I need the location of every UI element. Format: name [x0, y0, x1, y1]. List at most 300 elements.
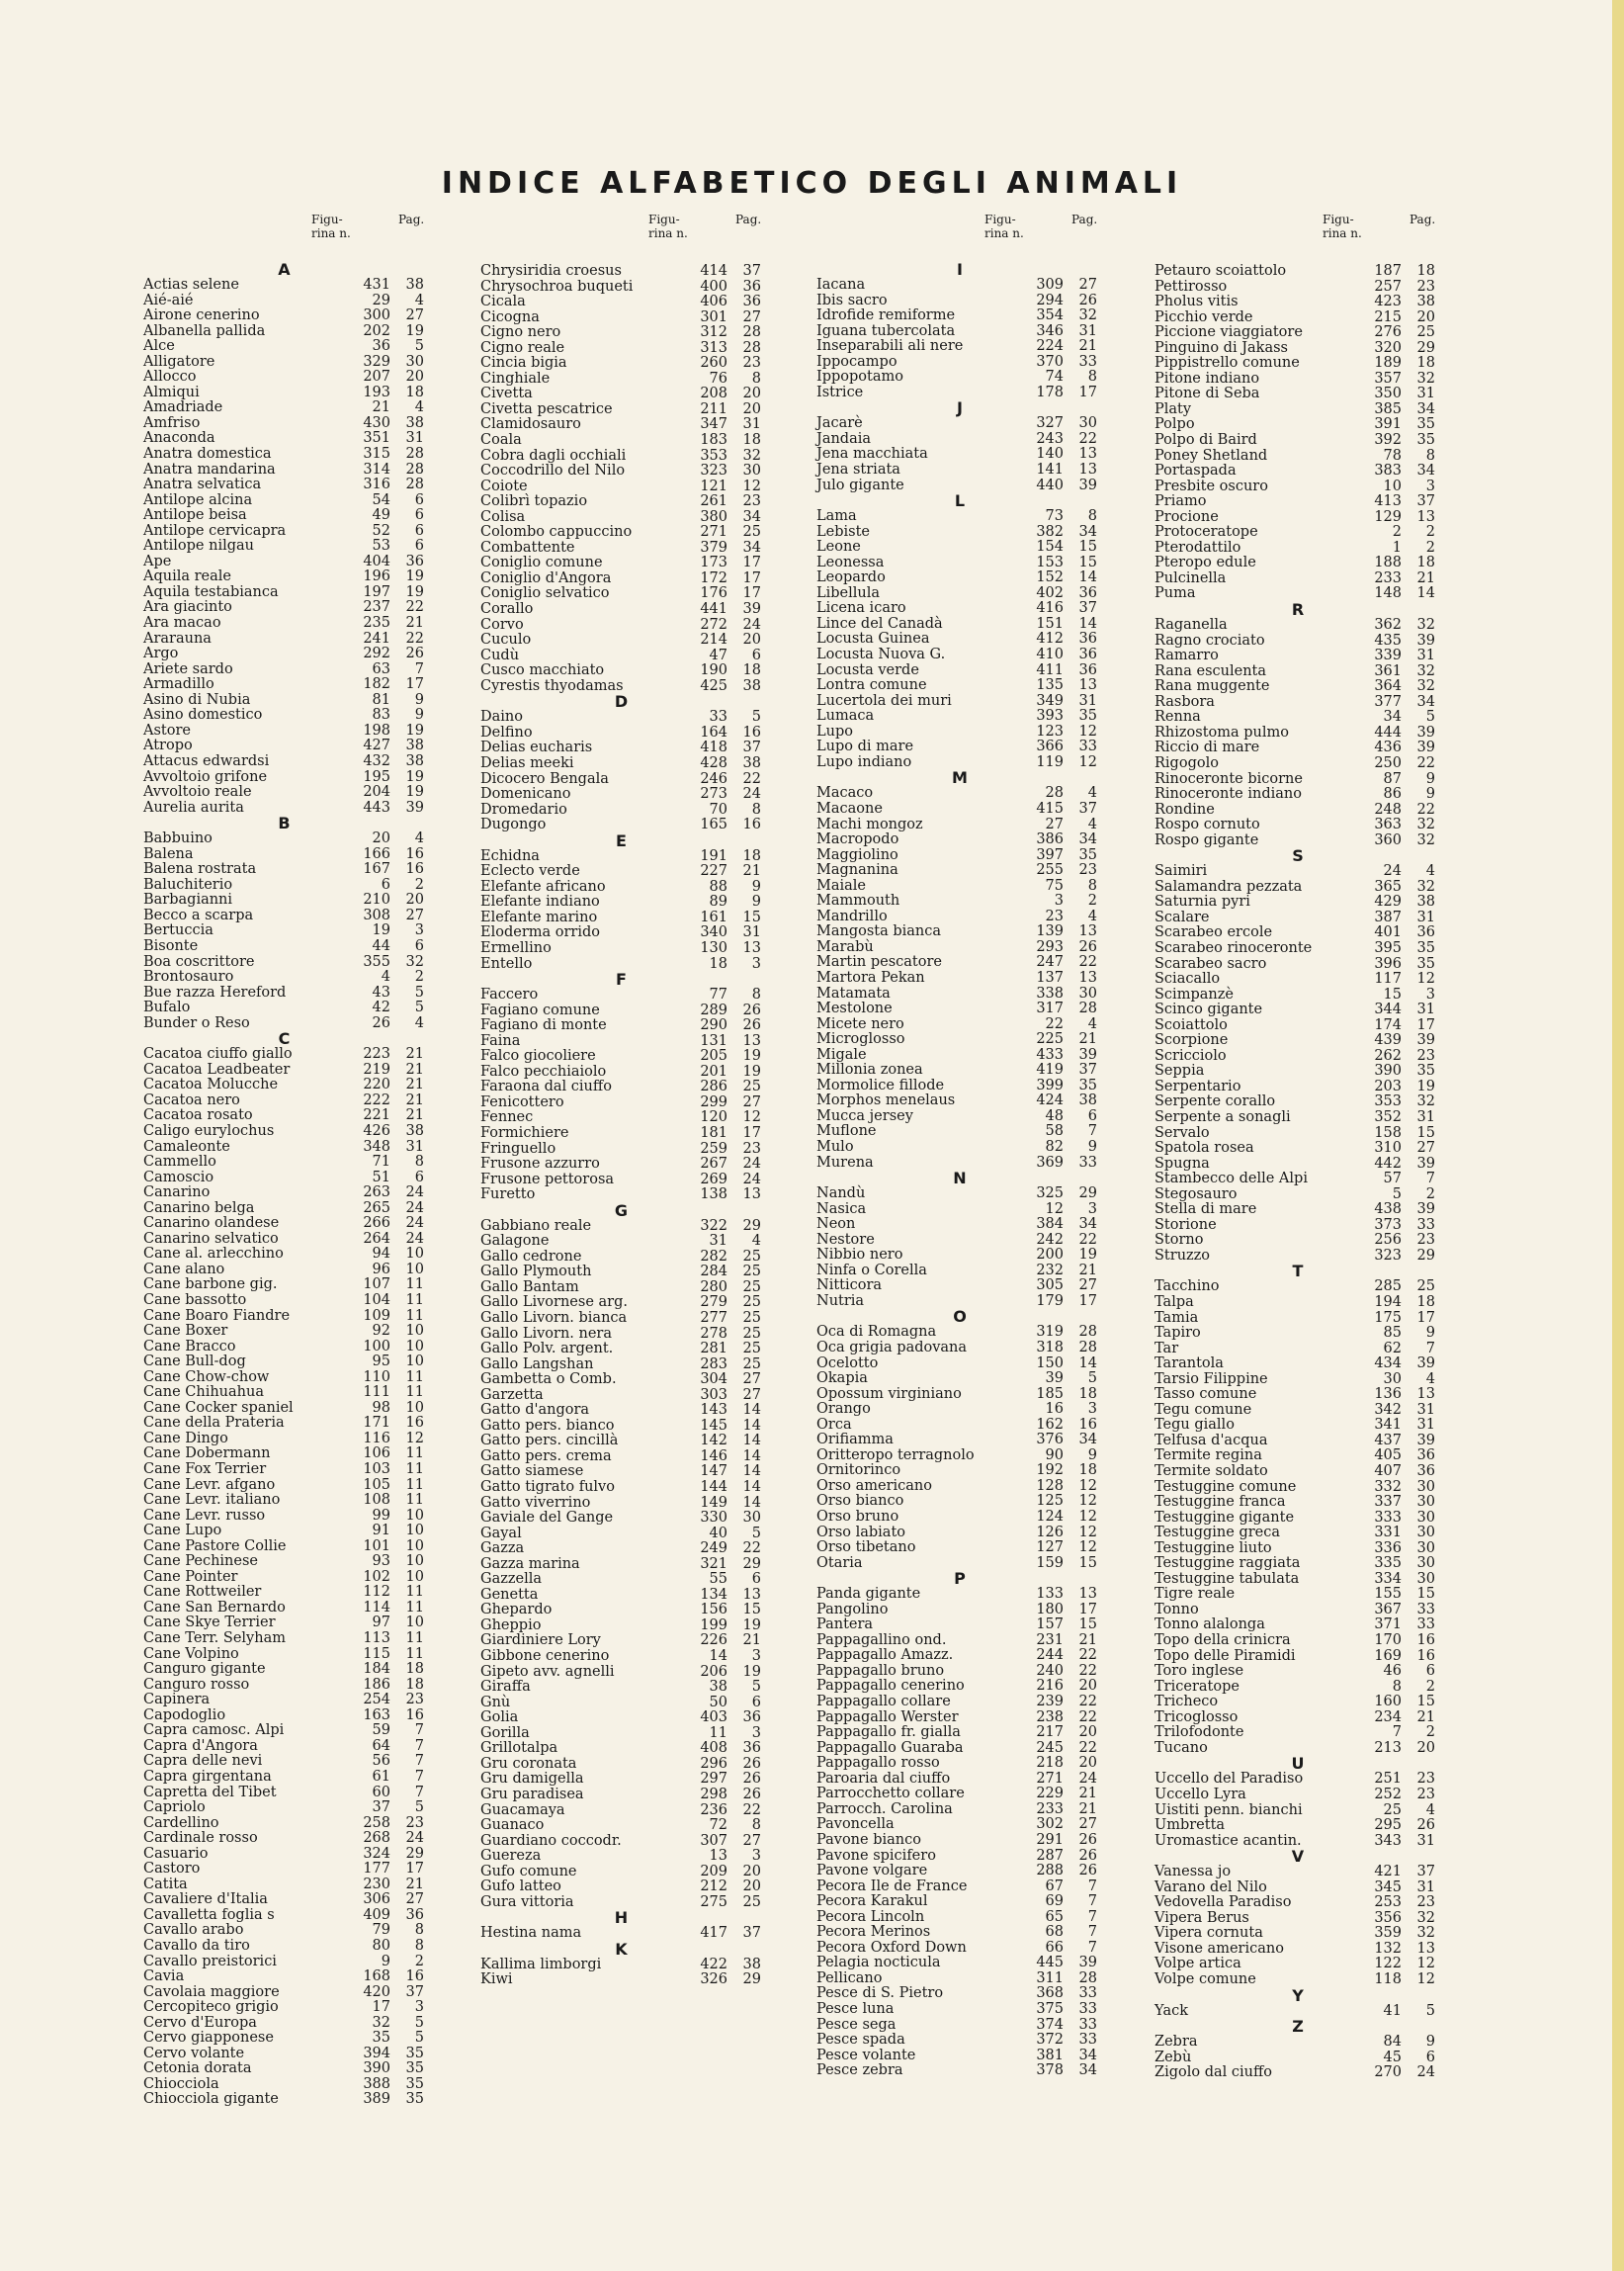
animal-name: Ippopotamo — [816, 369, 903, 386]
page-number: 2 — [1087, 893, 1097, 910]
animal-name: Cane della Prateria — [143, 1415, 285, 1432]
page-number: 29 — [1078, 1185, 1097, 1202]
page-number: 10 — [405, 1323, 424, 1340]
animal-name: Cane Bracco — [143, 1338, 236, 1354]
animal-name: Gatto pers. crema — [480, 1447, 612, 1464]
animal-name: Vedovella Paradiso — [1154, 1894, 1292, 1911]
animal-name: Testuggine liuto — [1154, 1539, 1272, 1556]
animal-name: Lupo — [816, 723, 853, 740]
page-number: 4 — [1425, 1801, 1435, 1818]
animal-name: Platy — [1154, 400, 1192, 417]
index-entry — [816, 694, 1103, 710]
animal-name: Leopardo — [816, 569, 886, 586]
index-entry — [1154, 464, 1441, 480]
figurina-number: 309 — [1036, 277, 1064, 293]
page-number: 30 — [1078, 415, 1097, 432]
index-entry — [816, 570, 1103, 586]
figurina-number: 150 — [1036, 1354, 1064, 1371]
index-entry — [143, 1446, 425, 1462]
index-entry — [480, 295, 762, 310]
index-entry — [1154, 1003, 1441, 1018]
page-number: 34 — [742, 508, 761, 525]
page-number: 21 — [405, 1876, 424, 1892]
figurina-number: 289 — [700, 1002, 727, 1018]
animal-name: Serpente a sonagli — [1154, 1108, 1291, 1125]
animal-name: Canguro gigante — [143, 1661, 266, 1678]
page-number: 16 — [1416, 1647, 1435, 1664]
animal-name: Poney Shetland — [1154, 447, 1268, 464]
index-entry — [143, 616, 425, 632]
figurina-number: 134 — [700, 1586, 727, 1603]
page-number: 34 — [742, 539, 761, 556]
page-number: 35 — [405, 2045, 424, 2061]
index-entry — [1154, 1202, 1441, 1218]
figurina-number: 35 — [372, 2030, 390, 2047]
animal-name: Oca grigia padovana — [816, 1340, 968, 1355]
figurina-number: 193 — [363, 384, 390, 400]
page-number: 11 — [405, 1476, 424, 1493]
animal-name: Avvoltoio reale — [143, 784, 252, 801]
page-number: 34 — [1416, 463, 1435, 480]
figurina-number: 400 — [700, 278, 727, 295]
page-number: 36 — [742, 278, 761, 295]
index-entry — [480, 1496, 762, 1512]
page-number: 11 — [405, 1307, 424, 1324]
page-number: 9 — [751, 878, 761, 895]
index-entry — [143, 1662, 425, 1678]
figurina-number: 144 — [700, 1479, 727, 1496]
index-entry — [816, 1002, 1103, 1017]
index-entry — [143, 1124, 425, 1140]
animal-name: Pappagallo cenerino — [816, 1678, 965, 1695]
page-number: 32 — [1416, 878, 1435, 895]
page-number: 3 — [414, 922, 424, 939]
index-entry — [1154, 264, 1441, 280]
page-number: 36 — [1078, 661, 1097, 678]
animal-name: Capra camosc. Alpi — [143, 1722, 285, 1739]
page-number: 20 — [742, 400, 761, 417]
figurina-number: 239 — [1036, 1694, 1064, 1710]
page-number: 5 — [414, 984, 424, 1001]
index-entry — [480, 341, 762, 357]
figurina-number: 256 — [1374, 1232, 1402, 1249]
animal-name: Pellicano — [816, 1969, 883, 1986]
page-number: 16 — [405, 861, 424, 878]
page-number: 17 — [1416, 1016, 1435, 1033]
figurina-number: 100 — [363, 1338, 390, 1354]
index-entry — [816, 1540, 1103, 1556]
figurina-number: 94 — [372, 1246, 390, 1263]
figurina-number: 445 — [1036, 1955, 1064, 1971]
index-entry — [1154, 1511, 1441, 1527]
index-entry — [1154, 941, 1441, 957]
page-number: 21 — [1078, 1031, 1097, 1048]
page-number: 22 — [405, 599, 424, 616]
figurina-number: 207 — [363, 369, 390, 386]
figurina-number: 205 — [700, 1048, 727, 1065]
index-entry — [480, 818, 762, 833]
figurina-number: 443 — [363, 799, 390, 816]
index-entry — [143, 754, 425, 770]
index-entry — [1154, 1434, 1441, 1449]
page-number: 20 — [1078, 1678, 1097, 1695]
figurina-number: 304 — [700, 1371, 727, 1388]
page-number: 29 — [405, 1845, 424, 1862]
page-number: 32 — [1416, 1909, 1435, 1926]
index-entry — [1154, 972, 1441, 988]
animal-name: Pecora Oxford Down — [816, 1939, 967, 1956]
figurina-number: 424 — [1036, 1092, 1064, 1109]
page-number: 27 — [742, 1093, 761, 1110]
animal-name: Cavallo arabo — [143, 1922, 244, 1939]
figurina-number: 252 — [1374, 1786, 1402, 1802]
page-number: 26 — [742, 1786, 761, 1802]
page-number: 8 — [1425, 447, 1435, 464]
animal-name: Trilofodonte — [1154, 1724, 1244, 1741]
page-number: 25 — [742, 1341, 761, 1357]
index-entry — [816, 324, 1103, 340]
animal-name: Lucertola dei muri — [816, 692, 952, 709]
page-number: 2 — [414, 969, 424, 986]
index-entry — [143, 1601, 425, 1616]
index-entry — [816, 2033, 1103, 2049]
page-number: 31 — [1416, 1878, 1435, 1895]
index-entry — [816, 525, 1103, 541]
animal-name: Coniglio comune — [480, 555, 603, 571]
animal-name: Saimiri — [1154, 863, 1208, 880]
page-number: 17 — [742, 585, 761, 602]
figurina-number: 291 — [1036, 1831, 1064, 1848]
index-entry — [816, 586, 1103, 602]
index-entry — [480, 464, 762, 480]
figurina-number: 436 — [1374, 740, 1402, 756]
page-number: 10 — [405, 1537, 424, 1554]
figurina-number: 370 — [1036, 353, 1064, 370]
index-entry — [480, 1618, 762, 1634]
animal-name: Licena icaro — [816, 600, 906, 617]
page-number: 22 — [1078, 1739, 1097, 1756]
figurina-number: 158 — [1374, 1124, 1402, 1141]
animal-name: Gatto tigrato fulvo — [480, 1479, 615, 1496]
page-number: 22 — [1078, 1647, 1097, 1664]
page-number: 27 — [742, 1371, 761, 1388]
figurina-number: 163 — [363, 1706, 390, 1723]
page-number: 23 — [1416, 1771, 1435, 1788]
animal-name: Uccello Lyra — [1154, 1786, 1246, 1802]
animal-name: Frusone azzurro — [480, 1156, 600, 1173]
page-number: 14 — [742, 1447, 761, 1464]
figurina-number: 47 — [709, 647, 727, 663]
figurina-number: 19 — [372, 922, 390, 939]
figurina-number: 91 — [372, 1523, 390, 1539]
animal-name: Gnù — [480, 1694, 511, 1710]
index-entry — [1154, 710, 1441, 726]
index-entry — [1154, 756, 1441, 772]
figurina-number: 46 — [1383, 1663, 1402, 1680]
page-number: 8 — [751, 987, 761, 1004]
page-number: 7 — [414, 660, 424, 677]
figurina-number: 395 — [1374, 939, 1402, 956]
animal-name: Orango — [816, 1401, 871, 1418]
figurina-number: 276 — [1374, 324, 1402, 341]
index-entry — [480, 417, 762, 433]
index-entry — [816, 2018, 1103, 2034]
figurina-number: 376 — [1036, 1432, 1064, 1448]
animal-name: Cammello — [143, 1154, 216, 1171]
index-entry — [1154, 1972, 1441, 1988]
index-entry — [143, 478, 425, 493]
page-number: 7 — [1087, 1924, 1097, 1941]
animal-name: Gru coronata — [480, 1755, 577, 1772]
figurina-number: 337 — [1374, 1494, 1402, 1511]
figurina-number: 319 — [1036, 1324, 1064, 1341]
animal-name: Capretta del Tibet — [143, 1784, 277, 1800]
figurina-number: 246 — [700, 770, 727, 787]
index-entry — [143, 878, 425, 894]
page-number: 13 — [1078, 677, 1097, 694]
figurina-number: 338 — [1036, 985, 1064, 1002]
figurina-number: 168 — [363, 1968, 390, 1985]
animal-name: Pavone bianco — [816, 1831, 921, 1848]
index-entry — [1154, 1187, 1441, 1203]
index-entry — [1154, 449, 1441, 465]
animal-name: Volpe comune — [1154, 1970, 1256, 1987]
animal-name: Rospo cornuto — [1154, 817, 1260, 833]
index-entry — [480, 1480, 762, 1496]
animal-name: Raganella — [1154, 617, 1228, 634]
figurina-number: 149 — [700, 1494, 727, 1511]
animal-name: Kiwi — [480, 1971, 513, 1988]
figurina-number: 330 — [700, 1510, 727, 1527]
animal-name: Elefante indiano — [480, 894, 600, 911]
animal-name: Casuario — [143, 1845, 209, 1862]
index-entry — [480, 1004, 762, 1019]
figurina-number: 141 — [1036, 462, 1064, 479]
index-entry — [143, 1309, 425, 1325]
animal-name: Cane Boaro Fiandre — [143, 1307, 291, 1324]
page-number: 36 — [1416, 1463, 1435, 1480]
figurina-number: 28 — [1045, 785, 1064, 802]
index-entry — [816, 2063, 1103, 2079]
index-entry — [816, 1079, 1103, 1094]
animal-name: Pavone volgare — [816, 1863, 928, 1879]
animal-name: Scarabeo sacro — [1154, 955, 1267, 972]
page-number: 3 — [1087, 1401, 1097, 1418]
figurina-number: 431 — [363, 277, 390, 293]
figurina-number: 287 — [1036, 1847, 1064, 1864]
animal-name: Locusta Guinea — [816, 631, 930, 648]
animal-name: Anatra mandarina — [143, 461, 276, 478]
figurina-number: 197 — [363, 583, 390, 600]
page-number: 34 — [1416, 400, 1435, 417]
index-entry — [816, 1695, 1103, 1710]
figurina-number: 29 — [372, 292, 390, 308]
page-number: 31 — [1416, 1832, 1435, 1849]
animal-name: Scimpanzè — [1154, 986, 1234, 1003]
figurina-number: 415 — [1036, 800, 1064, 817]
page-number: 21 — [1078, 1786, 1097, 1802]
index-entry — [816, 416, 1103, 432]
page-number: 24 — [742, 1171, 761, 1187]
animal-name: Pappagallo fr. gialla — [816, 1724, 961, 1741]
figurina-number: 97 — [372, 1615, 390, 1631]
index-entry — [143, 2031, 425, 2047]
index-entry — [480, 1818, 762, 1834]
page-number: 33 — [1078, 1985, 1097, 2002]
page-number: 10 — [405, 1354, 424, 1370]
animal-name: Echidna — [480, 847, 540, 864]
index-entry — [816, 1017, 1103, 1033]
animal-name: Tapiro — [1154, 1325, 1201, 1342]
animal-name: Gazzella — [480, 1571, 543, 1588]
page-number: 36 — [405, 553, 424, 569]
figurina-number: 191 — [700, 847, 727, 864]
page-number: 7 — [1087, 1939, 1097, 1956]
animal-name: Presbite oscuro — [1154, 478, 1268, 494]
page-number: 34 — [1078, 523, 1097, 540]
animal-name: Balena — [143, 845, 194, 862]
section-letter: M — [952, 768, 968, 788]
figurina-number: 184 — [363, 1661, 390, 1678]
page-number: 18 — [1416, 263, 1435, 279]
animal-name: Orso labiato — [816, 1524, 906, 1540]
page-number: 33 — [1078, 353, 1097, 370]
figurina-number: 349 — [1036, 692, 1064, 709]
animal-name: Cetonia dorata — [143, 2060, 252, 2077]
figurina-number: 120 — [700, 1109, 727, 1126]
figurina-number: 84 — [1383, 2034, 1402, 2051]
page-number: 20 — [1078, 1724, 1097, 1741]
page-number: 27 — [1078, 277, 1097, 293]
figurina-number: 17 — [372, 1999, 390, 2016]
animal-name: Serpentario — [1154, 1078, 1241, 1094]
figurina-number: 233 — [1036, 1800, 1064, 1817]
index-entry — [143, 970, 425, 986]
figurina-number: 420 — [363, 1983, 390, 2000]
page-number: 13 — [1416, 1940, 1435, 1957]
animal-name: Mammouth — [816, 893, 900, 910]
figurina-number: 131 — [700, 1032, 727, 1049]
figurina-number: 1 — [1392, 539, 1402, 556]
animal-name: Canarino olandese — [143, 1215, 280, 1232]
figurina-number: 7 — [1392, 1724, 1402, 1741]
page-number: 9 — [1425, 1325, 1435, 1342]
index-entry — [1154, 818, 1441, 833]
figurina-number: 332 — [1374, 1478, 1402, 1495]
figurina-number: 327 — [1036, 415, 1064, 432]
animal-name: Rinoceronte indiano — [1154, 786, 1302, 803]
index-entry — [480, 1696, 762, 1711]
figurina-number: 255 — [1036, 862, 1064, 879]
figurina-number: 331 — [1374, 1525, 1402, 1541]
animal-name: Cane Dobermann — [143, 1445, 271, 1462]
figurina-number: 279 — [700, 1294, 727, 1311]
figurina-number: 171 — [363, 1415, 390, 1432]
figurina-number: 57 — [1383, 1171, 1402, 1187]
index-entry — [816, 786, 1103, 802]
figurina-number: 380 — [700, 508, 727, 525]
animal-name: Tarantola — [1154, 1355, 1224, 1372]
figurina-number: 235 — [363, 615, 390, 632]
figurina-number: 440 — [1036, 477, 1064, 493]
figurina-number: 90 — [1045, 1446, 1064, 1463]
figurina-number: 186 — [363, 1676, 390, 1693]
index-entry — [1154, 2051, 1441, 2066]
animal-name: Capinera — [143, 1692, 211, 1708]
page-number: 15 — [742, 1602, 761, 1618]
page-number: 6 — [414, 491, 424, 508]
index-entry — [480, 1034, 762, 1050]
index-entry — [816, 1387, 1103, 1403]
page-number: 9 — [1087, 1138, 1097, 1155]
animal-name: Picchio verde — [1154, 308, 1253, 325]
figurina-number: 352 — [1374, 1108, 1402, 1125]
animal-name: Gabbiano reale — [480, 1217, 592, 1234]
animal-name: Eclecto verde — [480, 863, 580, 880]
index-entry — [143, 1800, 425, 1816]
index-entry — [143, 555, 425, 570]
animal-name: Antilope beisa — [143, 507, 247, 524]
animal-name: Gaviale del Gange — [480, 1510, 614, 1527]
figurina-number: 114 — [363, 1599, 390, 1616]
index-entry — [816, 308, 1103, 324]
page-number: 27 — [405, 907, 424, 923]
figurina-number: 286 — [700, 1079, 727, 1095]
index-entry — [1154, 1372, 1441, 1388]
index-entry — [816, 832, 1103, 848]
index-entry — [1154, 387, 1441, 402]
index-entry — [480, 1018, 762, 1034]
index-entry — [816, 1032, 1103, 1048]
page-number: 5 — [751, 1525, 761, 1541]
animal-name: Grillotalpa — [480, 1740, 558, 1757]
figurina-number: 175 — [1374, 1309, 1402, 1326]
figurina-number: 130 — [700, 939, 727, 956]
page-number: 15 — [1078, 1616, 1097, 1633]
index-entry — [480, 1311, 762, 1327]
animal-name: Canarino selvatico — [143, 1230, 279, 1247]
figurina-number: 383 — [1374, 463, 1402, 480]
animal-name: Scoiattolo — [1154, 1016, 1228, 1033]
index-entry — [143, 1247, 425, 1263]
index-entry — [143, 801, 425, 817]
page-number: 19 — [405, 322, 424, 339]
animal-name: Cinghiale — [480, 370, 551, 387]
page-number: 24 — [405, 1230, 424, 1247]
index-entry — [143, 1754, 425, 1770]
page-number: 38 — [405, 752, 424, 769]
figurina-number: 353 — [700, 447, 727, 464]
page-number: 38 — [1078, 1092, 1097, 1109]
animal-name: Scalare — [1154, 909, 1210, 925]
animal-name: Storno — [1154, 1232, 1204, 1249]
figurina-number: 410 — [1036, 647, 1064, 663]
index-entry — [480, 1865, 762, 1880]
animal-name: Mestolone — [816, 1001, 893, 1017]
page-number: 20 — [742, 1863, 761, 1879]
figurina-number: 63 — [372, 660, 390, 677]
animal-name: Rana muggente — [1154, 678, 1270, 695]
index-entry — [1154, 494, 1441, 510]
animal-name: Eloderma orrido — [480, 924, 600, 941]
page-number: 5 — [751, 1679, 761, 1696]
index-entry — [480, 433, 762, 449]
figurina-number: 157 — [1036, 1616, 1064, 1633]
index-entry — [480, 525, 762, 541]
index-entry — [816, 1325, 1103, 1341]
figurina-number: 148 — [1374, 585, 1402, 602]
animal-name: Cane Lupo — [143, 1523, 222, 1539]
